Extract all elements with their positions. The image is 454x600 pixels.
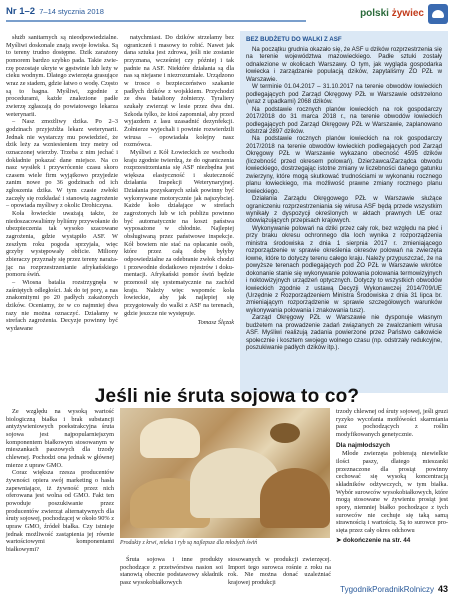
- box-paragraph: Wykonywanie polowań na dziki przez cały rok, bez względu na płeć i przy braku okresu ochronnego dla loch wynika z rozporządzenia ministra środowiska z dnia 1 sierpnia 2017 r. zmieniającego rozporządzenie w sprawie określenia okresów polowań na zwierzęta łowne, które to dotyczy terenu całego kraju. Należy przypuszczać, że na powyższe terenach podlegających pod ZO PZŁ w Warszawie wkrótce dokonanie stanie się wykonywanie polowania polowania termowizyjnych i noktowizyjnych urządzeń optycznych. Dotyczy to wszystkich obwodów łowieckich zgodnie z ustawą Decyzji Wykonawczej 2014/709/UE (Urzędnie z Rozporządzeniem Ministra Środowiska z dnia 31 lipca br. zmieniającym rozporządzenie w sprawie szczegółowych warunków wykonywania polowania i znakowania tusz).: [246, 224, 442, 314]
- feed-heap: [260, 468, 330, 528]
- paragraph: Myśliwi z Kół Łowieckich ze wschodu kraju zgodnie twierdzą, że do ograniczenia rozprzestrzeniania się ASF niezbędna jest większa elastyczność i skuteczność działania Inspekcji Weterynaryjnej. Działania pozyskanych szłak powinny być wykonywane motorycznie jak najszybciej. Każde koło działające w strefach zagrożonych lub w ich pobliżu powinno być automatycznie na koszt państwa wyposażone w chłodnie. Najlepiej obsługiwaną przez państwowe inspekcje. Kół bowiem nie stać na opłacanie osób, które przez całą dobę byłyby odpowiedzialne za odebranie zwłok chodzi i przewodnie dodatkowo rejestrów i dokumentacji. Afrykański pomór świń będzie przenosił się systematycznie na zachód kraju. Należy więc wspomóc koła łowieckie, aby jak najlepiej się przygotowały do walki z ASF na terenach, gdzie jeszcze nie występuje.: [124, 148, 234, 317]
- paragraph: Młode zwierzęta pobierają niewielkie ilości paszy, dlatego mieszanki przeznaczone dla prosiąt powinny cechować się wysoką koncentracją składników odżywczych, w tym białka. Wybór surowców wysokobiałkowych, które mogą stosowane w żywieniu prosiąt jest spory, niemniej białko pochodzące z tych surowców nie cechuje się taką samą strawnością i wartością. Są to surowce prosięta przez cały okres odchowu: [336, 450, 448, 534]
- page-footer: [340, 584, 448, 594]
- paragraph: Śruta sojowa i inne produkty pochodzące z przetwórstwa nasion soi stanowią obecnie podstawowy składnik pasz wysokobiałkowych: [120, 556, 223, 586]
- paragraph: stosowanych w produkcji zwierzęcej. Import tego surowca rośnie z roku na rok. Nie można donać uzależniać krajowej produkcji: [228, 556, 331, 586]
- feed-photo: [120, 408, 330, 538]
- author-signature: Tomasz Ślęzak: [197, 319, 234, 327]
- brand-part-a: polski: [360, 8, 392, 19]
- issue-date: 7–14 stycznia 2018: [39, 7, 104, 16]
- header-rule: [6, 20, 306, 22]
- box-paragraph: Na początku grudnia okazało się, że ASF u dzików rozprzestrzenia się na terenie województwa mazowieckiego. Padłe sztuki zostały odnalezione w okolicach Warszawy. O tym, jak wygląda gospodarka łowiecka i zarządzanie populacją dzików, zapytaliśmy ZO PZŁ w Warszawie.: [246, 46, 442, 83]
- article-title: Jeśli nie śruta sojowa to co?: [94, 386, 360, 407]
- page-header: [0, 0, 454, 32]
- box-paragraph: W terminie 01.04.2017 – 31.10.2017 na terenie obwodów łowieckich podlegających pod Zarząd Okręgowy PZŁ w Warszawie odstrzelono (wraz z upadkami) 2068 dzików.: [246, 83, 442, 106]
- sidebar-box-body: [246, 46, 442, 352]
- article-column-1: [6, 34, 118, 333]
- paragraph: – Nasz zmożliwy dzika. Po 2–3 godzinach przyjeżdża lekarz weterynarii. Jednak nie wystarczy mu powiedzieć, że dzik leży za wzniesieniem trzy metry od oznaczonej wierzby. Trzeba z nim jechać i dokładnie pokazać dane miejsce. Na co nasz wysiłek i przywrócenie czasu skoro czasem wiele firm wyjątkowo przyjedzie zanim nowe po 36 godzinach od ich zgłoszenia dzika. W tym czasie zwłoki zaczęły się rozkładać i stanowią zagrożenie – opowiada myśliwy z okolic Drohiczyna.: [6, 118, 118, 210]
- footer-brand: TygodnikPoradnikRolniczy: [340, 585, 434, 594]
- sidebar-box: [240, 31, 448, 393]
- paragraph: trzody chlewnej od śruty sojowej, jeśli gruzi ryzyko wycofania motłówości skarmiania pasz pochodzących z roślin modyfikowanych genetycznie.: [336, 408, 448, 438]
- issue-number: Nr 1–2: [6, 6, 36, 17]
- box-paragraph: Na podstawie rocznych planów łowieckich na rok gospodarczy 2017/2018 do 31 marca 2018 r., na terenie obwodów łowieckich podlegających pod Zarząd Okręgowy PZŁ w Warszawie, zaplanowano odstrzał 2897 dzików.: [246, 105, 442, 135]
- photo-caption: Produkty z krwi, mleka i ryb są najlepsze dla młodych świń: [120, 540, 258, 546]
- article2-column-2: [120, 556, 223, 587]
- brand-part-b: żywiec: [391, 8, 424, 19]
- feed-heap: [140, 418, 200, 458]
- article2-column-3: [228, 556, 331, 587]
- issue-info: [6, 6, 104, 17]
- paragraph: natychmiast. Do dzików strzelamy bez ograniczeń i masowy to robić. Nawet jak dana sztuka jest zdrowa, jeśli nie zostanie przyznana, wcześniej czy później i tak padnie na ASF. Niektóre działania są dla nas są niejasne i niezrozumiałe. Urządzono w trosce o bezpieczeństwo szakanie padłych dzików z wojskkiem. Przychodzi ze dwa bataliony żołnierzy. Tyraliery szukały zwierząt w lesie przez dwa dni. Szkoda tylko, że ktoś zapomniał, aby przed wyjazdem z lasu uzasadnić dezynfekcji. Żołnierze wyjechali i powinie rozwierdzili wirusa – opowiadała kolejny nasz rozmówca.: [124, 34, 234, 149]
- box-paragraph: Zarząd Okręgowy PZŁ w Warszawie nie dysponuje własnym budżetem na prowadzenie zadań związanych ze zwalczaniem wirusa ASF. Myśliwi realizują zadania powierzone przez Państwo całkowicie społecznie i kosztem swojego wolnego czasu (np. odstrzały redukcyjne, poszukiwanie padłych dzików itp.).: [246, 314, 442, 352]
- box-paragraph: Na podstawie rocznych planów łowieckich na rok gospodarczy 2017/2018 na terenie obwodów łowieckich podlegających pod Zarząd Okręgowy PZŁ w Warszawie wykazano obecność 4595 dzików (liczebność przed okresem polowań). Dzierżawca/Zarządca obwodu łowieckiego, dostrzegając istotne zmiany w liczebności danego gatunku zwierzyny, które mogą skutkować trudnościami w wykonaniu rocznego planu łowieckiego, ma możliwość prawne zmiany rocznego planu łowieckiego.: [246, 135, 442, 195]
- paragraph: Koła łowieckie uważają także, że niedoszacowaliśmy byliśmy przywołanie do ubezpieczenia tak wysoko szacowane zagrożenia, gdzie wystąpiło ASF. W zeszłym roku pogoda sprzyjała, więc grzyby występowały obficie. Miliony zbieraczy przyznały się przez tereny narażając na rozprzestrzenianie afrykańskiego pomoru świń.: [6, 210, 118, 279]
- continued-link[interactable]: ➤ dokończenie na str. 44: [336, 536, 411, 544]
- paragraph: służb sanitarnych są nieodpowiedzialne. Myśliwi doskonale znają swoje łowiska. Są to tereny trudno dostępne. Dzik zarażony pomorem bardzo szybko pada. Takie zwierzę pozostaje ukryte w gęstwinie lub leży w cieku wodnym. Dlatego zwierzęta grasujące wraz ze stadem, gdzie łatwo o wodę. Często są to bagna. Myśliwi, zgodnie z procedurami, każde znalezione padłe zwierzę zgłaszają do powiatowego lekarza weterynarii.: [6, 34, 118, 118]
- paragraph: Coraz większa rzesza producentów żywności opiera swój marketing o hasła zapewniające, iż żywność przez nich oferowana jest wolna od GMO. Fakt ten powoduje poszukiwanie przez producentów zwierząt alternatywnych dla śruty sojowej, pochodzącej w około 90% z upraw GMO, źródeł białka. Czy istnieje jednak możliwość zastąpienia jej równie wartościowymi komponentami białkowymi?: [6, 469, 114, 553]
- page-number: 43: [437, 584, 448, 594]
- subheading: Dla najmłodszych: [336, 441, 390, 449]
- article2-column-4: [336, 408, 448, 544]
- article2-column-1: [6, 408, 114, 553]
- pig-logo-icon: [428, 4, 448, 24]
- paragraph: – Wiosna batalia rozstrzygnęła w zaśniętych odległości. Jak do tej pory, a nas znakomitymi po 20 padłych zakażonych dzików. Oceniamy, że w co najmniej dwa razy nie można oznaczyć. Działamy w strefach zagrożenia. Decyzje powinny być wydawane: [6, 279, 118, 332]
- article-column-2: [124, 34, 234, 327]
- paragraph: Ze względu na wysoką wartość biologiczną białka i brak substancji antyżywieniowych poekstrakcyjna śruta sojowa jest najpopularniejszym komponentem białkowym stosowanym w mieszankach paszowych dla trzody chlewnej. Pochodzi ona jednak w głównej mierze z upraw GMO.: [6, 408, 114, 469]
- feed-heap: [270, 423, 300, 443]
- box-paragraph: Działania Zarządu Okręgowego PZŁ w Warszawie służące ograniczeniu rozprzestrzeniania się wirusa ASF będą przede wszystkim wynikały z dyspozycji określonych w aktach prawnych UE oraz obowiązujących przepisach krajowych.: [246, 195, 442, 225]
- section-brand: [360, 8, 424, 19]
- sidebar-box-title: BEZ BUDŻETU DO WALKI Z ASF: [246, 36, 342, 43]
